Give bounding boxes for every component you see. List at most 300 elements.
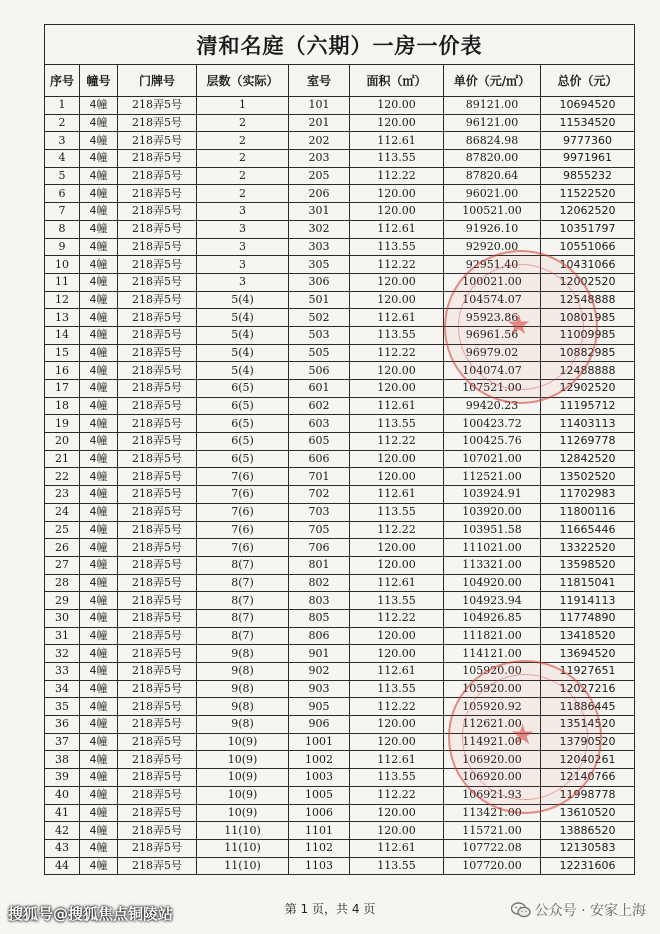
col-index-cell: 23	[45, 486, 80, 504]
col-index-cell: 39	[45, 769, 80, 787]
col-floor-cell: 9(8)	[197, 698, 289, 716]
col-area-cell: 120.00	[350, 645, 444, 663]
col-room-cell: 703	[289, 503, 350, 521]
col-floor-cell: 9(8)	[197, 663, 289, 681]
col-floor-cell: 8(7)	[197, 627, 289, 645]
col-unit-price-cell: 114121.00	[444, 645, 541, 663]
table-row	[45, 609, 635, 627]
col-area-cell: 112.22	[350, 167, 444, 185]
col-floor-cell: 5(4)	[197, 326, 289, 344]
col-area-cell: 120.00	[350, 822, 444, 840]
col-room-cell: 203	[289, 150, 350, 168]
col-address-cell: 218弄5号	[118, 150, 197, 168]
col-address-cell: 218弄5号	[118, 185, 197, 203]
col-total-price-cell: 11914113	[541, 592, 635, 610]
col-area-cell: 112.22	[350, 433, 444, 451]
col-unit-price-cell: 111021.00	[444, 539, 541, 557]
col-address-cell: 218弄5号	[118, 344, 197, 362]
col-unit-price-cell: 96121.00	[444, 114, 541, 132]
col-floor-cell: 7(6)	[197, 486, 289, 504]
header-col-floor: 层数（实际）	[197, 65, 289, 97]
col-unit-price-cell: 105920.00	[444, 663, 541, 681]
col-unit-price-cell: 96979.02	[444, 344, 541, 362]
col-unit-price-cell: 100021.00	[444, 273, 541, 291]
header-col-address: 门牌号	[118, 65, 197, 97]
col-address-cell: 218弄5号	[118, 716, 197, 734]
col-room-cell: 701	[289, 468, 350, 486]
col-floor-cell: 8(7)	[197, 609, 289, 627]
col-floor-cell: 3	[197, 256, 289, 274]
col-room-cell: 605	[289, 433, 350, 451]
col-floor-cell: 7(6)	[197, 503, 289, 521]
header-col-building: 幢号	[80, 65, 118, 97]
col-total-price-cell: 9971961	[541, 150, 635, 168]
col-floor-cell: 3	[197, 273, 289, 291]
col-total-price-cell: 10882985	[541, 344, 635, 362]
col-index-cell: 18	[45, 397, 80, 415]
col-total-price-cell: 11998778	[541, 786, 635, 804]
col-floor-cell: 7(6)	[197, 521, 289, 539]
header-col-index: 序号	[45, 65, 80, 97]
col-index-cell: 3	[45, 132, 80, 150]
col-total-price-cell: 11702983	[541, 486, 635, 504]
col-index-cell: 16	[45, 362, 80, 380]
col-room-cell: 1101	[289, 822, 350, 840]
col-index-cell: 41	[45, 804, 80, 822]
col-room-cell: 306	[289, 273, 350, 291]
col-area-cell: 112.61	[350, 839, 444, 857]
col-address-cell: 218弄5号	[118, 220, 197, 238]
col-address-cell: 218弄5号	[118, 468, 197, 486]
col-index-cell: 32	[45, 645, 80, 663]
col-address-cell: 218弄5号	[118, 380, 197, 398]
col-floor-cell: 10(9)	[197, 733, 289, 751]
table-row	[45, 150, 635, 168]
col-room-cell: 905	[289, 698, 350, 716]
col-index-cell: 19	[45, 415, 80, 433]
col-building-cell: 4幢	[80, 362, 118, 380]
col-index-cell: 28	[45, 574, 80, 592]
col-total-price-cell: 11534520	[541, 114, 635, 132]
col-unit-price-cell: 113421.00	[444, 804, 541, 822]
col-index-cell: 13	[45, 309, 80, 327]
col-index-cell: 8	[45, 220, 80, 238]
col-unit-price-cell: 112521.00	[444, 468, 541, 486]
col-building-cell: 4幢	[80, 291, 118, 309]
col-area-cell: 112.22	[350, 786, 444, 804]
col-unit-price-cell: 113321.00	[444, 556, 541, 574]
col-area-cell: 112.61	[350, 486, 444, 504]
col-unit-price-cell: 99420.23	[444, 397, 541, 415]
col-building-cell: 4幢	[80, 97, 118, 115]
col-index-cell: 21	[45, 450, 80, 468]
col-room-cell: 201	[289, 114, 350, 132]
col-building-cell: 4幢	[80, 751, 118, 769]
table-row	[45, 486, 635, 504]
table-row	[45, 503, 635, 521]
col-total-price-cell: 12002520	[541, 273, 635, 291]
col-building-cell: 4幢	[80, 521, 118, 539]
col-index-cell: 29	[45, 592, 80, 610]
col-index-cell: 11	[45, 273, 80, 291]
col-unit-price-cell: 103920.00	[444, 503, 541, 521]
col-floor-cell: 6(5)	[197, 415, 289, 433]
col-building-cell: 4幢	[80, 273, 118, 291]
col-building-cell: 4幢	[80, 114, 118, 132]
header-col-total-price: 总价（元）	[541, 65, 635, 97]
col-address-cell: 218弄5号	[118, 309, 197, 327]
col-address-cell: 218弄5号	[118, 857, 197, 875]
col-floor-cell: 10(9)	[197, 769, 289, 787]
col-index-cell: 26	[45, 539, 80, 557]
col-room-cell: 602	[289, 397, 350, 415]
col-address-cell: 218弄5号	[118, 415, 197, 433]
col-room-cell: 1005	[289, 786, 350, 804]
col-index-cell: 22	[45, 468, 80, 486]
table-row	[45, 645, 635, 663]
col-room-cell: 806	[289, 627, 350, 645]
col-building-cell: 4幢	[80, 220, 118, 238]
col-total-price-cell: 10551066	[541, 238, 635, 256]
col-index-cell: 27	[45, 556, 80, 574]
header-row	[45, 65, 635, 97]
col-address-cell: 218弄5号	[118, 698, 197, 716]
col-area-cell: 113.55	[350, 415, 444, 433]
col-area-cell: 120.00	[350, 203, 444, 221]
col-building-cell: 4幢	[80, 663, 118, 681]
col-total-price-cell: 13790520	[541, 733, 635, 751]
official-seal-stamp	[444, 250, 598, 404]
col-floor-cell: 8(7)	[197, 592, 289, 610]
table-row	[45, 203, 635, 221]
col-room-cell: 803	[289, 592, 350, 610]
col-unit-price-cell: 100423.72	[444, 415, 541, 433]
col-address-cell: 218弄5号	[118, 97, 197, 115]
col-area-cell: 113.55	[350, 857, 444, 875]
col-floor-cell: 8(7)	[197, 556, 289, 574]
col-total-price-cell: 11009985	[541, 326, 635, 344]
col-building-cell: 4幢	[80, 503, 118, 521]
col-room-cell: 702	[289, 486, 350, 504]
col-area-cell: 112.22	[350, 344, 444, 362]
col-address-cell: 218弄5号	[118, 503, 197, 521]
col-floor-cell: 2	[197, 132, 289, 150]
col-unit-price-cell: 103924.91	[444, 486, 541, 504]
col-room-cell: 305	[289, 256, 350, 274]
col-room-cell: 903	[289, 680, 350, 698]
table-row	[45, 167, 635, 185]
col-unit-price-cell: 100425.76	[444, 433, 541, 451]
seal-star-icon: ★	[510, 718, 536, 751]
col-unit-price-cell: 91926.10	[444, 220, 541, 238]
col-room-cell: 205	[289, 167, 350, 185]
col-area-cell: 113.55	[350, 150, 444, 168]
col-area-cell: 120.00	[350, 273, 444, 291]
col-area-cell: 120.00	[350, 450, 444, 468]
col-area-cell: 112.61	[350, 132, 444, 150]
col-index-cell: 1	[45, 97, 80, 115]
col-index-cell: 4	[45, 150, 80, 168]
col-total-price-cell: 11269778	[541, 433, 635, 451]
seal-star-icon: ★	[506, 308, 532, 341]
col-building-cell: 4幢	[80, 804, 118, 822]
col-unit-price-cell: 87820.64	[444, 167, 541, 185]
table-row	[45, 238, 635, 256]
col-building-cell: 4幢	[80, 415, 118, 433]
col-building-cell: 4幢	[80, 468, 118, 486]
col-floor-cell: 10(9)	[197, 786, 289, 804]
col-area-cell: 120.00	[350, 733, 444, 751]
col-unit-price-cell: 89121.00	[444, 97, 541, 115]
col-unit-price-cell: 107521.00	[444, 380, 541, 398]
col-total-price-cell: 10351797	[541, 220, 635, 238]
col-address-cell: 218弄5号	[118, 256, 197, 274]
col-total-price-cell: 13502520	[541, 468, 635, 486]
col-area-cell: 113.55	[350, 238, 444, 256]
col-total-price-cell: 12902520	[541, 380, 635, 398]
col-floor-cell: 2	[197, 150, 289, 168]
col-unit-price-cell: 95923.86	[444, 309, 541, 327]
col-unit-price-cell: 106920.00	[444, 751, 541, 769]
col-unit-price-cell: 107021.00	[444, 450, 541, 468]
col-building-cell: 4幢	[80, 609, 118, 627]
col-total-price-cell: 13886520	[541, 822, 635, 840]
col-total-price-cell: 13322520	[541, 539, 635, 557]
col-unit-price-cell: 104074.07	[444, 362, 541, 380]
col-total-price-cell: 10431066	[541, 256, 635, 274]
col-building-cell: 4幢	[80, 592, 118, 610]
col-total-price-cell: 9855232	[541, 167, 635, 185]
col-building-cell: 4幢	[80, 839, 118, 857]
col-total-price-cell: 11774890	[541, 609, 635, 627]
col-building-cell: 4幢	[80, 380, 118, 398]
col-floor-cell: 6(5)	[197, 450, 289, 468]
col-address-cell: 218弄5号	[118, 238, 197, 256]
col-total-price-cell: 11800116	[541, 503, 635, 521]
col-room-cell: 302	[289, 220, 350, 238]
col-address-cell: 218弄5号	[118, 769, 197, 787]
col-area-cell: 112.22	[350, 698, 444, 716]
col-address-cell: 218弄5号	[118, 433, 197, 451]
col-index-cell: 10	[45, 256, 80, 274]
col-index-cell: 9	[45, 238, 80, 256]
col-index-cell: 7	[45, 203, 80, 221]
col-total-price-cell: 12130583	[541, 839, 635, 857]
watermark-wechat	[511, 900, 646, 920]
col-total-price-cell: 12040261	[541, 751, 635, 769]
table-row	[45, 433, 635, 451]
col-room-cell: 802	[289, 574, 350, 592]
col-room-cell: 505	[289, 344, 350, 362]
col-address-cell: 218弄5号	[118, 574, 197, 592]
col-floor-cell: 11(10)	[197, 822, 289, 840]
col-total-price-cell: 12027216	[541, 680, 635, 698]
col-area-cell: 112.61	[350, 751, 444, 769]
col-building-cell: 4幢	[80, 769, 118, 787]
col-index-cell: 37	[45, 733, 80, 751]
header-col-area: 面积（㎡）	[350, 65, 444, 97]
col-index-cell: 14	[45, 326, 80, 344]
col-address-cell: 218弄5号	[118, 592, 197, 610]
col-floor-cell: 3	[197, 203, 289, 221]
col-address-cell: 218弄5号	[118, 132, 197, 150]
col-address-cell: 218弄5号	[118, 804, 197, 822]
col-floor-cell: 7(6)	[197, 468, 289, 486]
col-building-cell: 4幢	[80, 256, 118, 274]
col-area-cell: 112.22	[350, 521, 444, 539]
col-index-cell: 34	[45, 680, 80, 698]
table-row	[45, 627, 635, 645]
col-total-price-cell: 12062520	[541, 203, 635, 221]
table-row	[45, 415, 635, 433]
col-address-cell: 218弄5号	[118, 733, 197, 751]
col-unit-price-cell: 87820.00	[444, 150, 541, 168]
col-floor-cell: 11(10)	[197, 857, 289, 875]
col-unit-price-cell: 107722.08	[444, 839, 541, 857]
table-row	[45, 822, 635, 840]
col-floor-cell: 2	[197, 114, 289, 132]
col-building-cell: 4幢	[80, 450, 118, 468]
table-row	[45, 857, 635, 875]
col-total-price-cell: 12842520	[541, 450, 635, 468]
table-row	[45, 539, 635, 557]
col-area-cell: 112.22	[350, 256, 444, 274]
col-index-cell: 44	[45, 857, 80, 875]
col-index-cell: 40	[45, 786, 80, 804]
col-area-cell: 120.00	[350, 804, 444, 822]
col-unit-price-cell: 104926.85	[444, 609, 541, 627]
col-building-cell: 4幢	[80, 822, 118, 840]
col-address-cell: 218弄5号	[118, 450, 197, 468]
col-index-cell: 20	[45, 433, 80, 451]
col-total-price-cell: 11815041	[541, 574, 635, 592]
col-area-cell: 112.61	[350, 574, 444, 592]
col-building-cell: 4幢	[80, 857, 118, 875]
col-area-cell: 113.55	[350, 592, 444, 610]
col-total-price-cell: 12231606	[541, 857, 635, 875]
col-room-cell: 801	[289, 556, 350, 574]
col-room-cell: 901	[289, 645, 350, 663]
col-unit-price-cell: 111821.00	[444, 627, 541, 645]
col-floor-cell: 2	[197, 167, 289, 185]
col-building-cell: 4幢	[80, 716, 118, 734]
col-total-price-cell: 12488888	[541, 362, 635, 380]
col-unit-price-cell: 96961.56	[444, 326, 541, 344]
col-total-price-cell: 13598520	[541, 556, 635, 574]
col-total-price-cell: 13610520	[541, 804, 635, 822]
col-building-cell: 4幢	[80, 326, 118, 344]
col-address-cell: 218弄5号	[118, 521, 197, 539]
col-building-cell: 4幢	[80, 786, 118, 804]
col-room-cell: 1102	[289, 839, 350, 857]
col-floor-cell: 9(8)	[197, 716, 289, 734]
col-unit-price-cell: 100521.00	[444, 203, 541, 221]
col-address-cell: 218弄5号	[118, 609, 197, 627]
table-row	[45, 839, 635, 857]
col-area-cell: 120.00	[350, 362, 444, 380]
col-room-cell: 706	[289, 539, 350, 557]
col-total-price-cell: 10694520	[541, 97, 635, 115]
col-total-price-cell: 13694520	[541, 645, 635, 663]
col-address-cell: 218弄5号	[118, 786, 197, 804]
col-building-cell: 4幢	[80, 574, 118, 592]
col-room-cell: 501	[289, 291, 350, 309]
col-index-cell: 35	[45, 698, 80, 716]
col-unit-price-cell: 107720.00	[444, 857, 541, 875]
col-floor-cell: 5(4)	[197, 291, 289, 309]
col-area-cell: 120.00	[350, 627, 444, 645]
table-row	[45, 97, 635, 115]
col-room-cell: 906	[289, 716, 350, 734]
col-area-cell: 120.00	[350, 97, 444, 115]
col-index-cell: 42	[45, 822, 80, 840]
col-floor-cell: 9(8)	[197, 680, 289, 698]
col-building-cell: 4幢	[80, 167, 118, 185]
col-floor-cell: 3	[197, 238, 289, 256]
col-floor-cell: 5(4)	[197, 344, 289, 362]
col-index-cell: 17	[45, 380, 80, 398]
col-address-cell: 218弄5号	[118, 645, 197, 663]
col-area-cell: 120.00	[350, 468, 444, 486]
col-floor-cell: 8(7)	[197, 574, 289, 592]
col-room-cell: 805	[289, 609, 350, 627]
col-area-cell: 113.55	[350, 680, 444, 698]
col-index-cell: 2	[45, 114, 80, 132]
col-unit-price-cell: 96021.00	[444, 185, 541, 203]
col-room-cell: 303	[289, 238, 350, 256]
col-area-cell: 112.61	[350, 220, 444, 238]
col-total-price-cell: 13418520	[541, 627, 635, 645]
col-room-cell: 202	[289, 132, 350, 150]
col-room-cell: 206	[289, 185, 350, 203]
col-floor-cell: 2	[197, 185, 289, 203]
col-total-price-cell: 11522520	[541, 185, 635, 203]
col-floor-cell: 5(4)	[197, 362, 289, 380]
col-room-cell: 1006	[289, 804, 350, 822]
col-room-cell: 902	[289, 663, 350, 681]
table-row	[45, 592, 635, 610]
col-address-cell: 218弄5号	[118, 203, 197, 221]
col-area-cell: 112.61	[350, 397, 444, 415]
col-unit-price-cell: 105920.92	[444, 698, 541, 716]
col-index-cell: 30	[45, 609, 80, 627]
col-floor-cell: 5(4)	[197, 309, 289, 327]
col-floor-cell: 10(9)	[197, 751, 289, 769]
col-room-cell: 1003	[289, 769, 350, 787]
col-floor-cell: 6(5)	[197, 397, 289, 415]
page-number: 第 1 页，共 4 页	[284, 902, 376, 916]
col-building-cell: 4幢	[80, 433, 118, 451]
col-area-cell: 120.00	[350, 380, 444, 398]
table-row	[45, 220, 635, 238]
col-building-cell: 4幢	[80, 185, 118, 203]
col-area-cell: 120.00	[350, 539, 444, 557]
col-address-cell: 218弄5号	[118, 680, 197, 698]
col-room-cell: 503	[289, 326, 350, 344]
table-row	[45, 132, 635, 150]
col-room-cell: 1001	[289, 733, 350, 751]
col-total-price-cell: 11886445	[541, 698, 635, 716]
col-building-cell: 4幢	[80, 344, 118, 362]
col-address-cell: 218弄5号	[118, 167, 197, 185]
col-total-price-cell: 11403113	[541, 415, 635, 433]
table-row	[45, 521, 635, 539]
col-unit-price-cell: 104923.94	[444, 592, 541, 610]
col-index-cell: 5	[45, 167, 80, 185]
table-row	[45, 574, 635, 592]
col-area-cell: 120.00	[350, 556, 444, 574]
col-area-cell: 112.61	[350, 663, 444, 681]
